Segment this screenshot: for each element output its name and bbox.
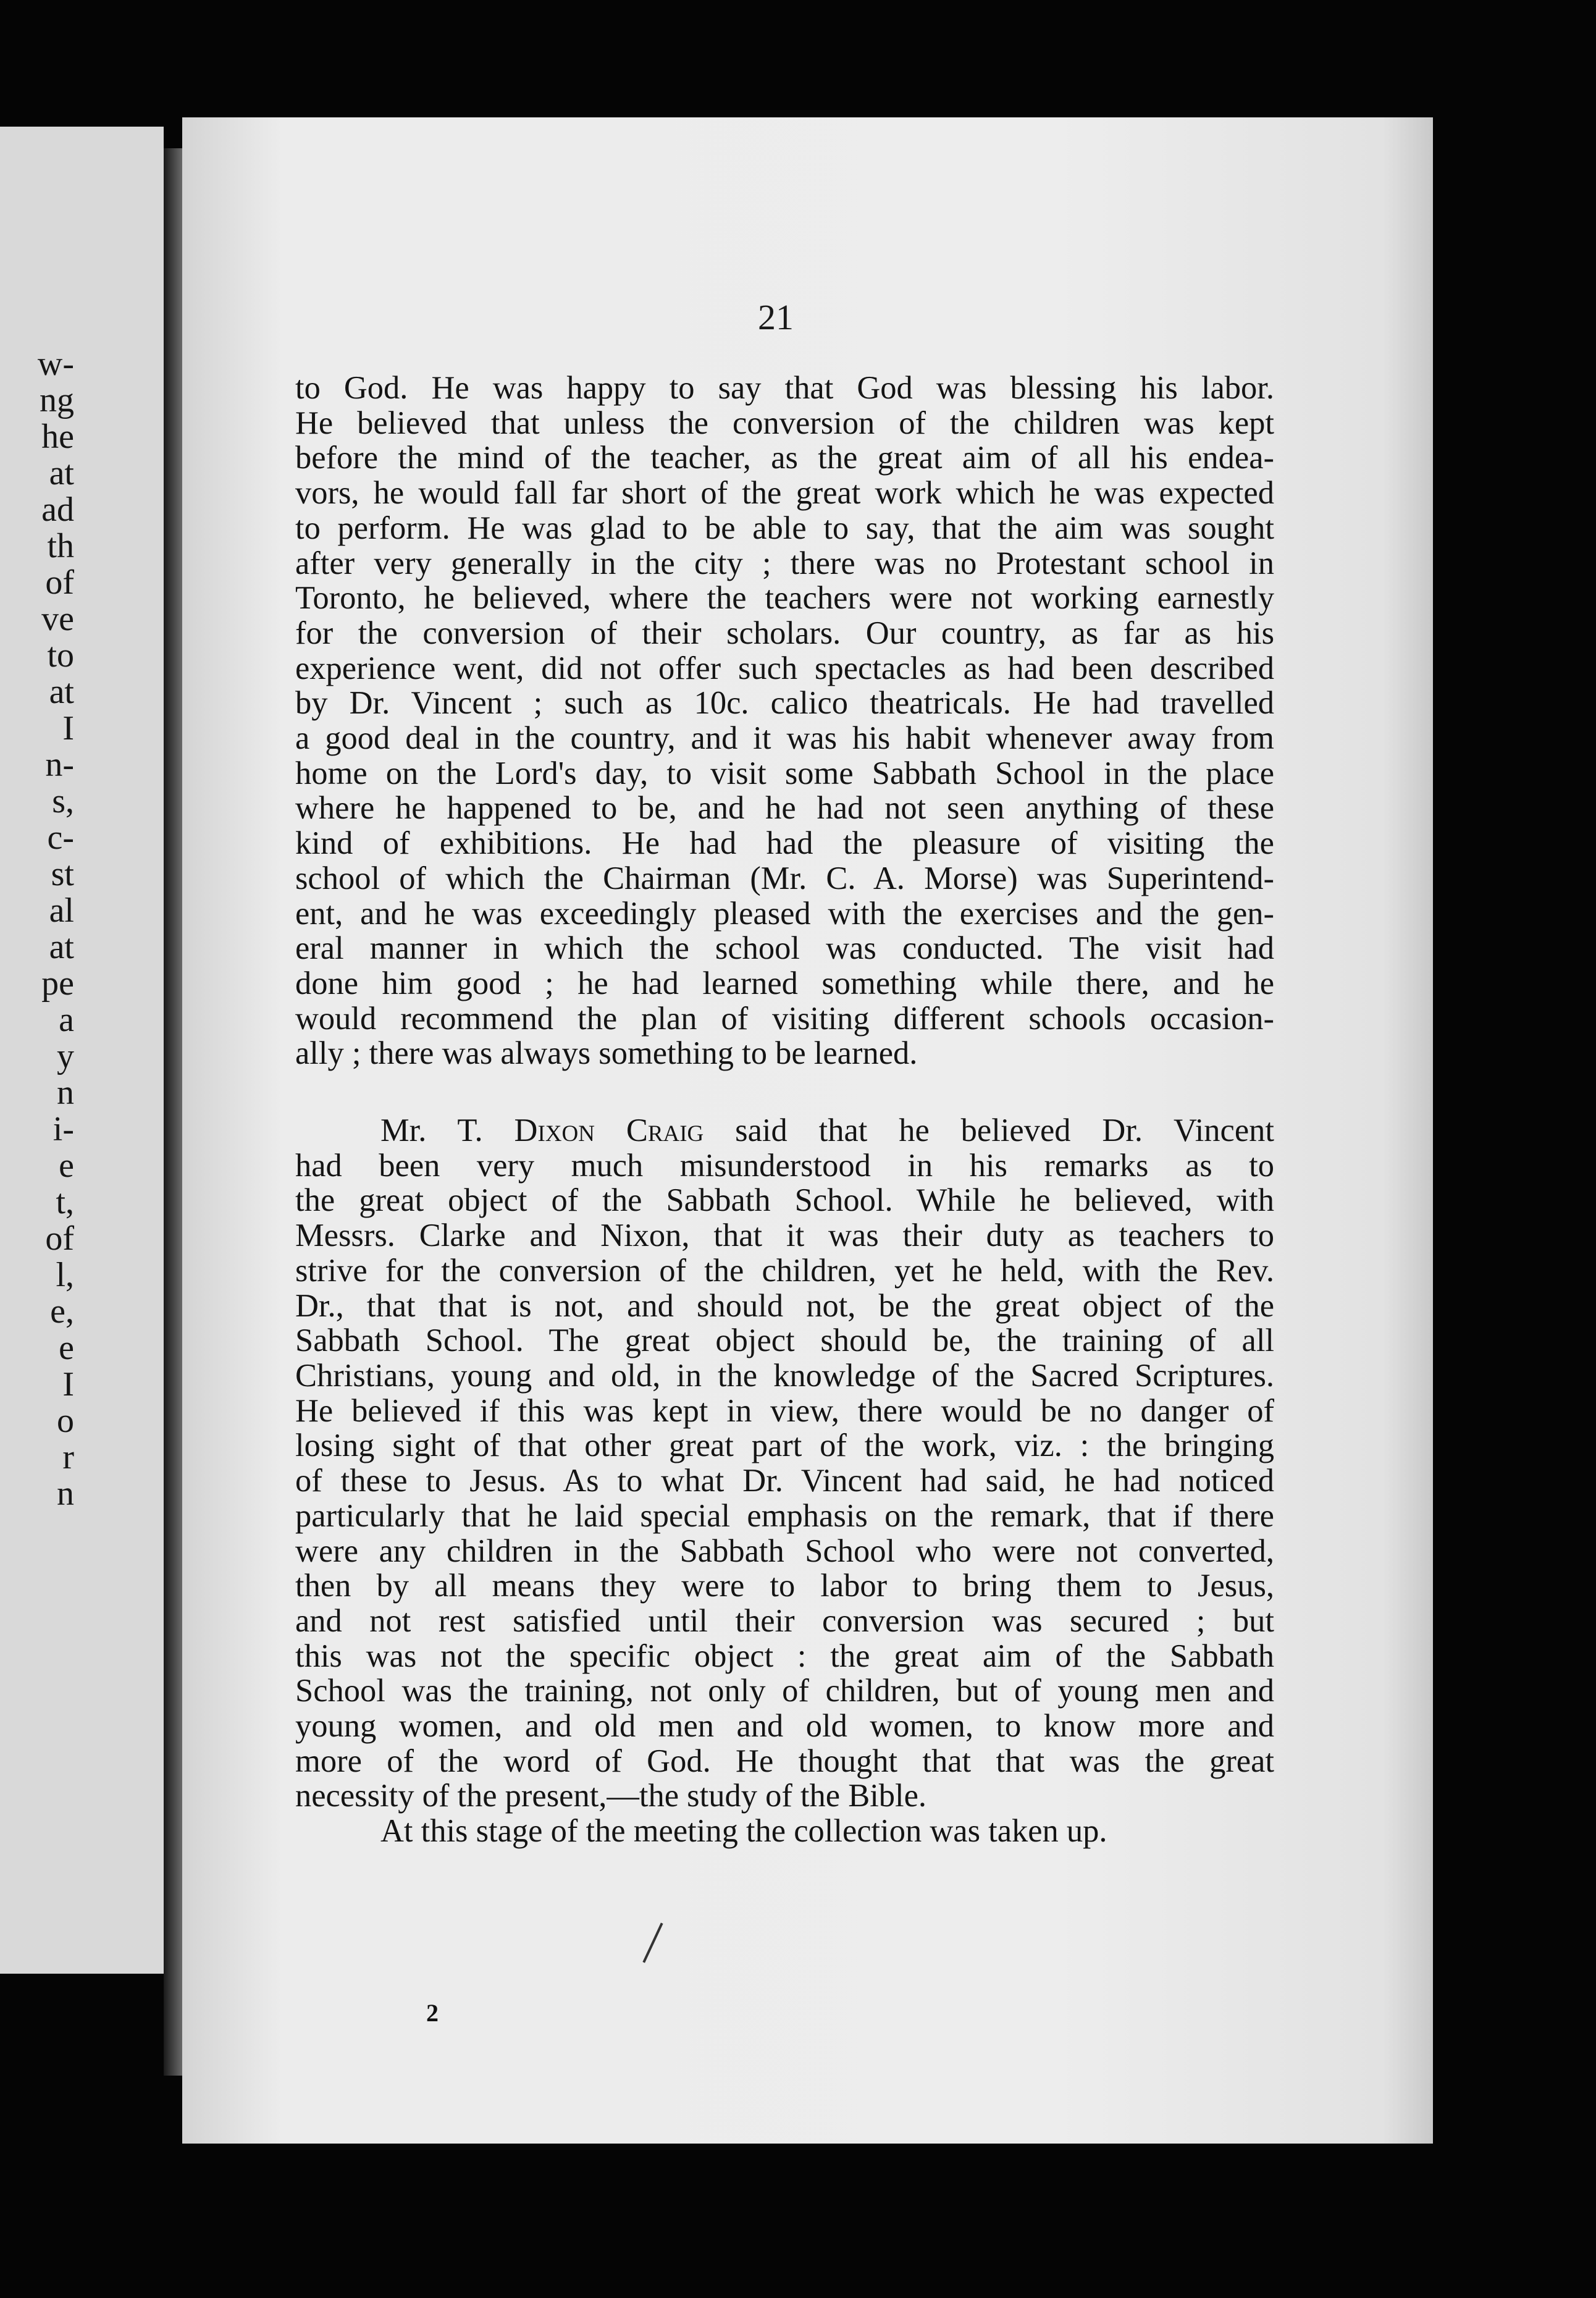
text-line: school of which the Chairman (Mr. C. A. Morse) was Superintend-: [295, 860, 1274, 896]
text-line: School was the training, not only of children, but of young men and: [295, 1673, 1274, 1709]
margin-fragment: of: [45, 1219, 74, 1258]
text-line: He believed that unless the conversion of the children was kept: [295, 405, 1274, 441]
text-line: ally ; there was always something to be learned.: [295, 1035, 918, 1072]
text-line: home on the Lord's day, to visit some Sabbath School in the place: [295, 755, 1274, 791]
text-line: particularly that he laid special emphasis on the remark, that if there: [295, 1497, 1274, 1534]
margin-fragment: ng: [40, 381, 74, 419]
margin-fragment: to: [47, 636, 74, 675]
margin-fragment: al: [49, 891, 74, 930]
text-line: more of the word of God. He thought that that was the great: [295, 1743, 1274, 1779]
paragraph-gap: [295, 1071, 1274, 1113]
margin-fragment: at: [49, 454, 74, 492]
page-number: 21: [758, 297, 794, 337]
text-line: Christians, young and old, in the knowledge of the Sacred Scriptures.: [295, 1357, 1274, 1394]
margin-fragment: y: [57, 1037, 74, 1075]
margin-fragment: e: [59, 1147, 74, 1185]
text-line: then by all means they were to labor to bring them to Jesus,: [295, 1568, 1274, 1604]
text-line: to perform. He was glad to be able to say, that the aim was sought: [295, 510, 1274, 546]
text-line: experience went, did not offer such spectacles as had been described: [295, 650, 1274, 686]
margin-fragment: of: [45, 563, 74, 602]
margin-fragment: s,: [52, 782, 74, 820]
left-page-margin-text: [0, 345, 74, 1513]
text-line: for the conversion of their scholars. Our country, as far as his: [295, 615, 1274, 651]
margin-fragment: ad: [41, 490, 74, 529]
text-line: strive for the conversion of the children, yet he held, with the Rev.: [295, 1252, 1274, 1289]
margin-fragment: n: [57, 1074, 74, 1112]
text-line: [295, 1113, 1274, 1148]
text-line: the great object of the Sabbath School. While he believed, with: [295, 1182, 1274, 1219]
text-line: of these to Jesus. As to what Dr. Vincent had said, he had noticed: [295, 1463, 1274, 1499]
margin-fragment: n: [57, 1475, 74, 1513]
speaker-name: Dixon Craig: [514, 1113, 704, 1149]
text-line: young women, and old men and old women, to know more and: [295, 1708, 1274, 1745]
text-line: He believed if this was kept in view, there would be no danger of: [295, 1392, 1274, 1429]
text-line: necessity of the present,—the study of the Bible.: [295, 1778, 927, 1814]
margin-fragment: a: [59, 1001, 74, 1039]
margin-fragment: r: [62, 1438, 74, 1476]
text-line: At this stage of the meeting the collection was taken up.: [380, 1813, 1107, 1850]
speaker-prefix: Mr. T.: [380, 1113, 514, 1149]
text-line: kind of exhibitions. He had had the pleasure of visiting the: [295, 825, 1274, 862]
text-line: losing sight of that other great part of the work, viz. : the bringing: [295, 1428, 1274, 1464]
margin-fragment: at: [49, 928, 74, 966]
margin-fragment: i-: [52, 1110, 74, 1148]
text-line: by Dr. Vincent ; such as 10c. calico theatricals. He had travelled: [295, 685, 1274, 722]
margin-fragment: e,: [50, 1292, 74, 1331]
text-line: this was not the specific object : the great aim of the Sabbath: [295, 1638, 1274, 1674]
margin-fragment: I: [62, 709, 74, 747]
text-line: ent, and he was exceedingly pleased with the exercises and the gen-: [295, 895, 1274, 932]
margin-fragment: I: [62, 1365, 74, 1404]
margin-fragment: l,: [56, 1256, 74, 1294]
text-line: done him good ; he had learned something while there, and he: [295, 965, 1274, 1001]
text-line: eral manner in which the school was conducted. The visit had: [295, 930, 1274, 967]
text-line: Dr., that that is not, and should not, be the great object of the: [295, 1287, 1274, 1324]
text-line: Messrs. Clarke and Nixon, that it was their duty as teachers to: [295, 1218, 1274, 1254]
body-text: [295, 371, 1274, 1849]
text-line: before the mind of the teacher, as the great aim of all his endea-: [295, 440, 1274, 476]
margin-fragment: he: [41, 418, 74, 456]
margin-fragment: e: [59, 1329, 74, 1367]
margin-fragment: t,: [56, 1183, 74, 1221]
text-line: to God. He was happy to say that God was blessing his labor.: [295, 370, 1274, 406]
speaker-line-rest: said that he believed Dr. Vincent: [704, 1113, 1275, 1149]
margin-fragment: pe: [41, 964, 74, 1003]
text-line: a good deal in the country, and it was his habit whenever away from: [295, 720, 1274, 757]
margin-fragment: st: [51, 855, 74, 893]
margin-fragment: ve: [41, 600, 74, 638]
margin-fragment: at: [49, 673, 74, 711]
text-line: had been very much misunderstood in his remarks as to: [295, 1147, 1274, 1184]
book-gutter: [164, 148, 182, 2076]
text-line: where he happened to be, and he had not seen anything of these: [295, 790, 1274, 827]
text-line: Sabbath School. The great object should be, the training of all: [295, 1323, 1274, 1359]
text-line: vors, he would fall far short of the great work which he was expected: [295, 475, 1274, 511]
margin-fragment: c-: [47, 819, 74, 857]
margin-fragment: th: [47, 527, 74, 565]
margin-fragment: w-: [37, 345, 74, 383]
text-line: after very generally in the city ; there was no Protestant school in: [295, 545, 1274, 581]
text-line: and not rest satisfied until their conversion was secured ; but: [295, 1602, 1274, 1639]
margin-fragment: o: [57, 1402, 74, 1440]
signature-mark: 2: [426, 1999, 439, 2027]
text-line: were any children in the Sabbath School who were not converted,: [295, 1533, 1274, 1569]
margin-fragment: n-: [45, 746, 74, 784]
text-line: would recommend the plan of visiting different schools occasion-: [295, 1000, 1274, 1037]
text-line: Toronto, he believed, where the teachers were not working earnestly: [295, 580, 1274, 617]
